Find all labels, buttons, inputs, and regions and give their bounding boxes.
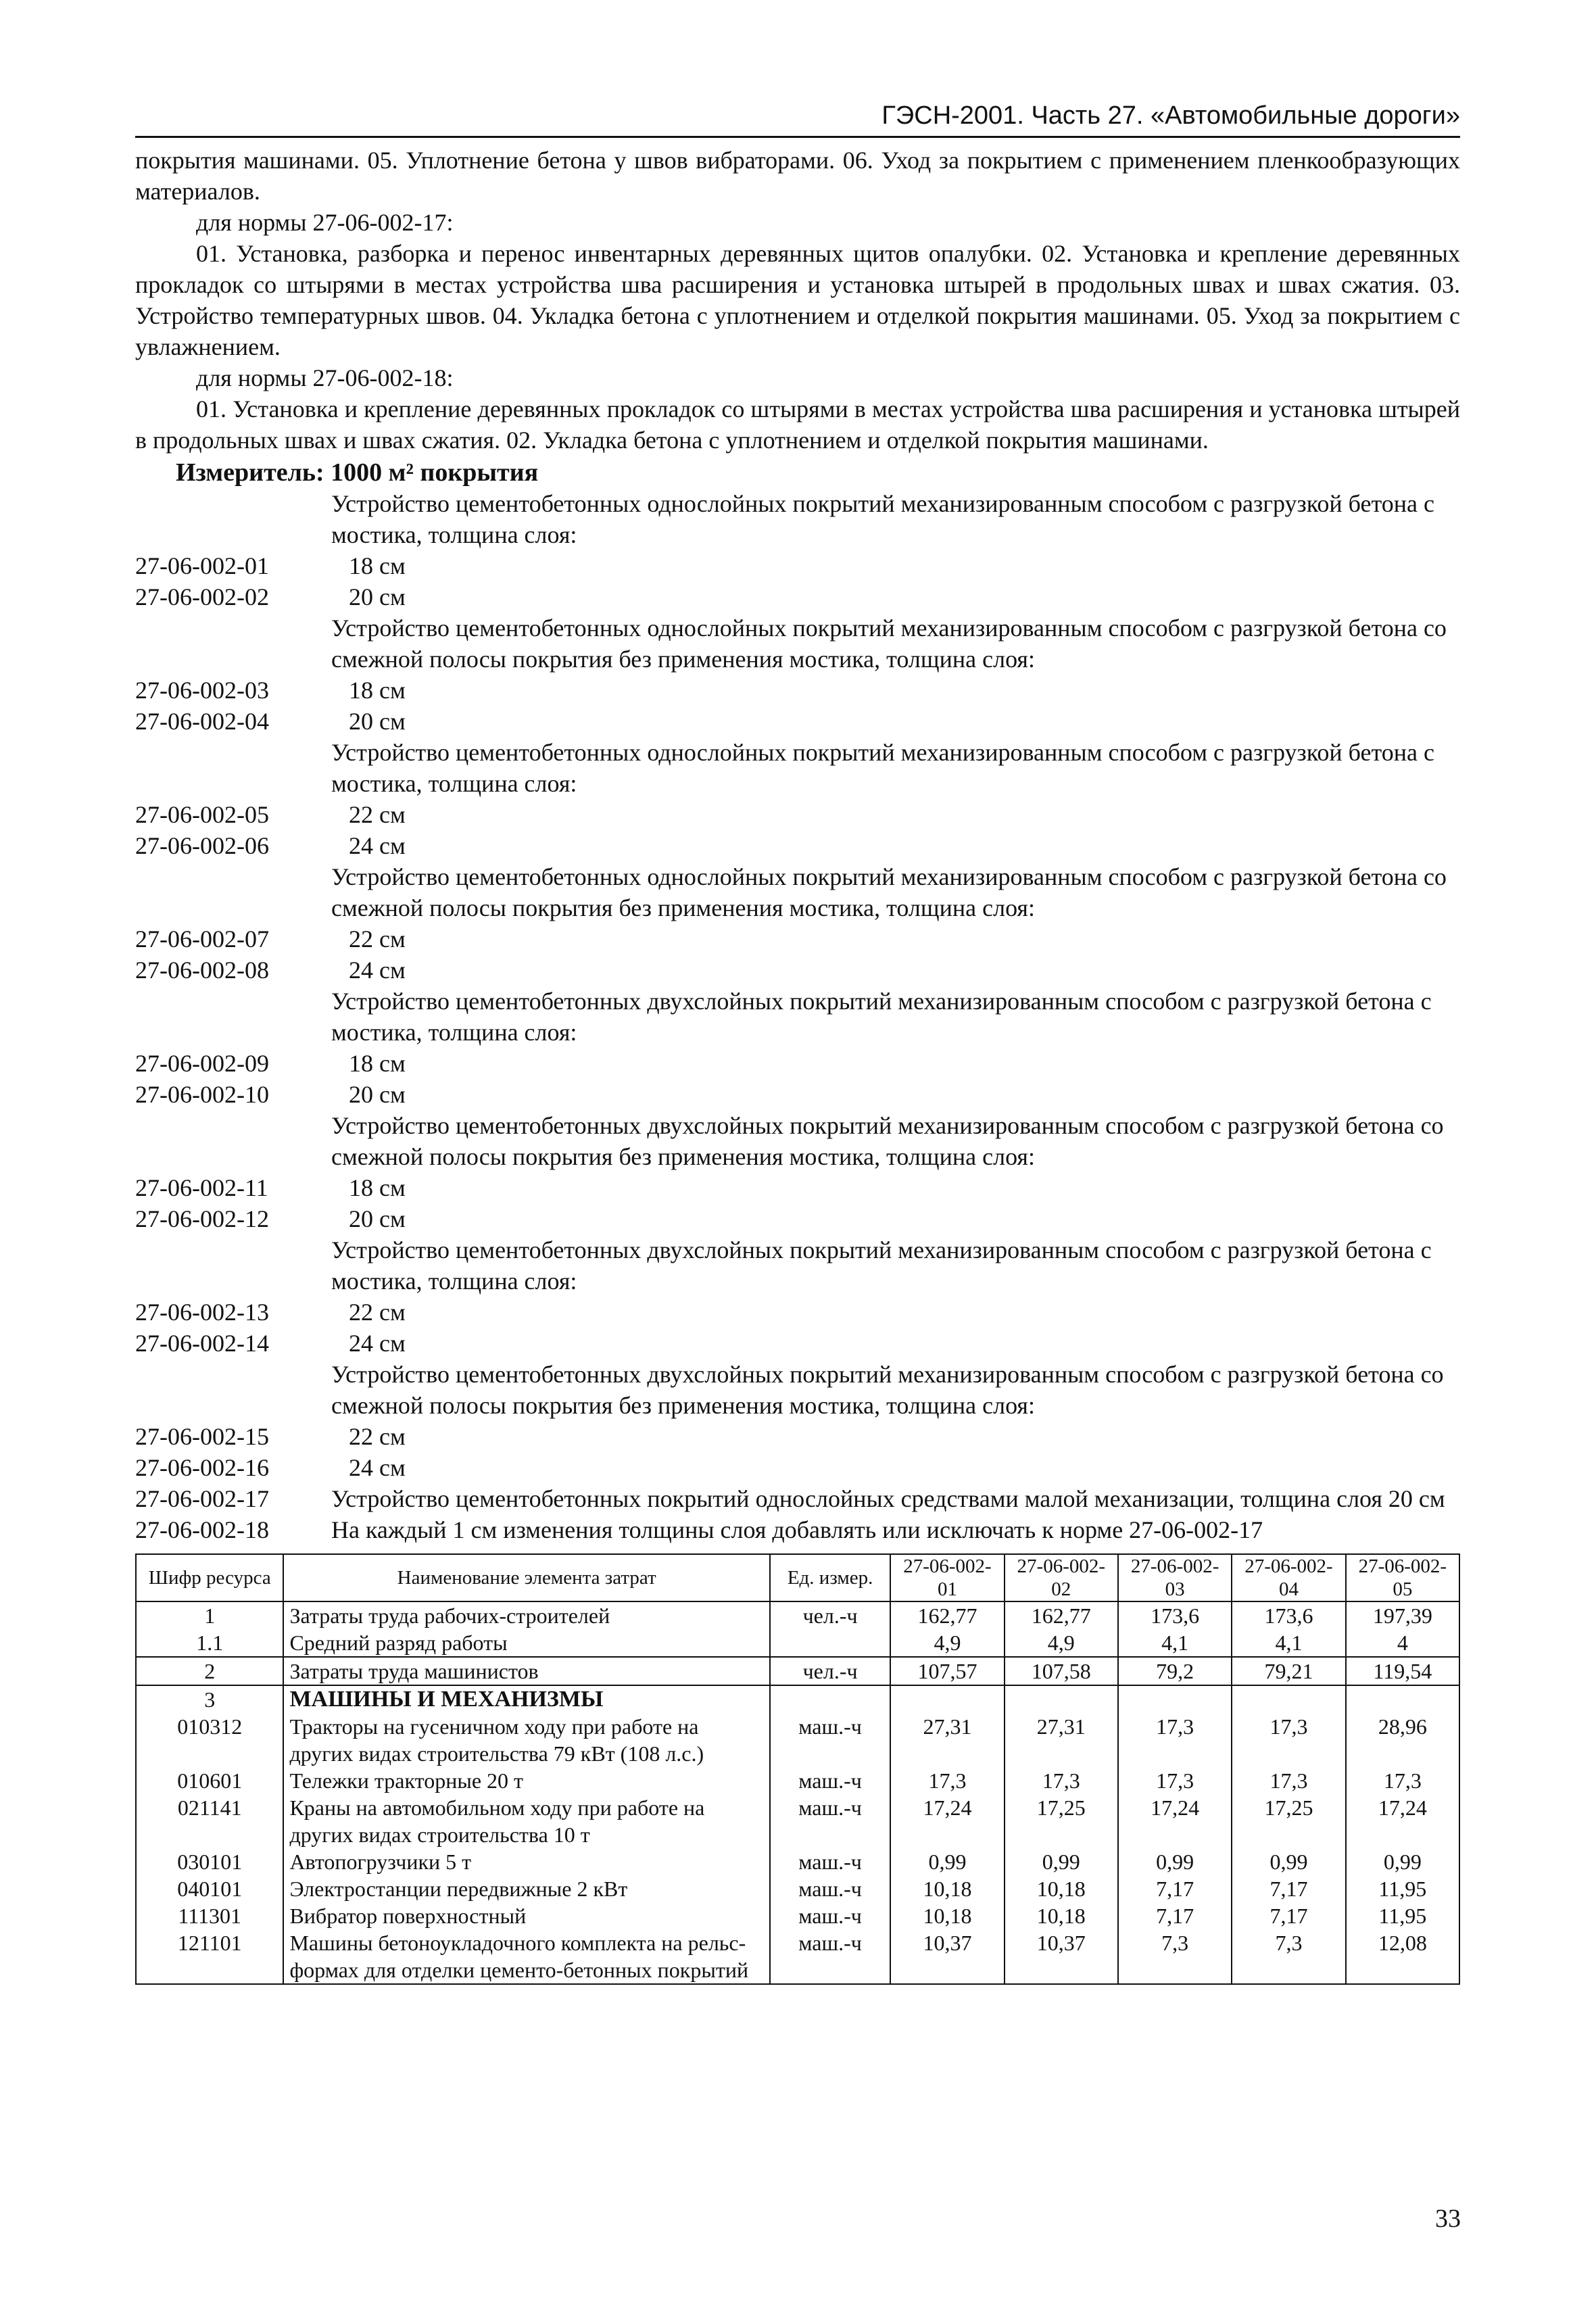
header-col-5: 27-06-002-05 [1346, 1554, 1459, 1601]
resource-value: 4,1 [1232, 1629, 1345, 1657]
table-row [136, 1713, 1459, 1767]
resource-unit: маш.-ч [770, 1713, 890, 1767]
resource-unit: маш.-ч [770, 1929, 890, 1984]
resource-code: 030101 [136, 1848, 283, 1875]
resource-unit [770, 1629, 890, 1657]
resource-value: 119,54 [1346, 1657, 1459, 1685]
header-code: Шифр ресурса [136, 1554, 283, 1601]
resource-name: Автопогрузчики 5 т [283, 1848, 769, 1875]
resource-value: 17,24 [1346, 1794, 1459, 1848]
norm-row [135, 955, 1460, 986]
resource-code: 040101 [136, 1875, 283, 1902]
resource-value: 17,3 [890, 1767, 1004, 1794]
document-page [135, 101, 1460, 1985]
norm-group-title: Устройство цементобетонных двухслойных покрытий механизированным способом с разгрузкой бетона с мостика, толщина слоя: [331, 988, 1432, 1046]
norm-row [135, 1483, 1460, 1514]
resource-value: 0,99 [1118, 1848, 1232, 1875]
section-row [136, 1685, 1459, 1713]
resource-value: 107,58 [1005, 1657, 1118, 1685]
norm-description: На каждый 1 см изменения толщины слоя добавлять или исключать к норме 27-06-002-17 [331, 1516, 1263, 1543]
resource-value: 27,31 [890, 1713, 1004, 1767]
resource-unit: маш.-ч [770, 1902, 890, 1929]
norm-thickness: 22 см [349, 925, 406, 952]
header-unit: Ед. измер. [770, 1554, 890, 1601]
resource-value: 7,17 [1118, 1902, 1232, 1929]
norm-thickness: 22 см [349, 1299, 406, 1326]
table-row [136, 1657, 1459, 1685]
header-col-1: 27-06-002-01 [890, 1554, 1004, 1601]
resource-unit: чел.-ч [770, 1601, 890, 1629]
intro-paragraph: для нормы 27-06-002-17: [196, 209, 454, 236]
resource-value: 17,25 [1005, 1794, 1118, 1848]
resource-unit: маш.-ч [770, 1875, 890, 1902]
resource-value: 4,1 [1118, 1629, 1232, 1657]
norm-thickness: 20 см [349, 1205, 406, 1232]
header-col-3: 27-06-002-03 [1118, 1554, 1232, 1601]
norm-code: 27-06-002-14 [135, 1330, 269, 1357]
norm-row [135, 1203, 1460, 1234]
resource-name: Краны на автомобильном ходу при работе на других видах строительства 10 т [283, 1794, 769, 1848]
norm-thickness: 20 см [349, 708, 406, 735]
norm-thickness: 22 см [349, 1423, 406, 1450]
resource-name: Машины бетоноукладочного комплекта на рельс-формах для отделки цементо-бетонных покрытий [283, 1929, 769, 1984]
machines-block [136, 1685, 1459, 1984]
resource-name: Электростанции передвижные 2 кВт [283, 1875, 769, 1902]
norm-group-title: Устройство цементобетонных двухслойных покрытий механизированным способом с разгрузкой бетона со смежной полосы покрытия без применения мостика, толщина слоя: [331, 1112, 1444, 1170]
norm-code: 27-06-002-18 [135, 1516, 269, 1543]
norm-row [135, 1328, 1460, 1359]
norm-row [135, 675, 1460, 706]
resource-name: Тележки тракторные 20 т [283, 1767, 769, 1794]
intro-text [135, 145, 1460, 456]
norm-group-title: Устройство цементобетонных двухслойных покрытий механизированным способом с разгрузкой бетона с мостика, толщина слоя: [331, 1236, 1432, 1295]
norm-row [135, 1172, 1460, 1203]
norm-code: 27-06-002-05 [135, 801, 269, 828]
norm-row [135, 830, 1460, 861]
resource-code: 1 [136, 1601, 283, 1629]
norm-row [135, 1421, 1460, 1452]
resource-value: 17,3 [1232, 1713, 1345, 1767]
resource-code: 121101 [136, 1929, 283, 1984]
norm-row [135, 1079, 1460, 1110]
resource-unit: маш.-ч [770, 1848, 890, 1875]
resource-value: 17,3 [1118, 1713, 1232, 1767]
norm-row [135, 1297, 1460, 1328]
table-row [136, 1929, 1459, 1984]
section-name: МАШИНЫ И МЕХАНИЗМЫ [283, 1685, 769, 1713]
table-row [136, 1794, 1459, 1848]
resource-value: 7,17 [1232, 1875, 1345, 1902]
resource-value: 17,3 [1118, 1767, 1232, 1794]
resource-value: 7,3 [1232, 1929, 1345, 1984]
resource-code: 010601 [136, 1767, 283, 1794]
resource-value: 7,3 [1118, 1929, 1232, 1984]
resource-value: 7,17 [1232, 1902, 1345, 1929]
norm-code: 27-06-002-02 [135, 583, 269, 610]
norm-thickness: 24 см [349, 1454, 406, 1481]
norm-list [135, 488, 1460, 1545]
resource-code: 2 [136, 1657, 283, 1685]
resource-value: 107,57 [890, 1657, 1004, 1685]
measure-unit: Измеритель: 1000 м² покрытия [176, 458, 539, 487]
intro-paragraph: 01. Установка и крепление деревянных прокладок со штырями в местах устройства шва расширения и установка штырей в продольных швах и швах сжатия. 02. Укладка бетона с уплотнением и отделкой покрытия машинами. [135, 395, 1460, 454]
resource-value: 79,2 [1118, 1657, 1232, 1685]
resource-unit: маш.-ч [770, 1794, 890, 1848]
norm-row [135, 550, 1460, 581]
labor-block [136, 1601, 1459, 1657]
resource-value: 10,37 [1005, 1929, 1118, 1984]
norm-code: 27-06-002-12 [135, 1205, 269, 1232]
norm-code: 27-06-002-13 [135, 1299, 269, 1326]
resource-value: 197,39 [1346, 1601, 1459, 1629]
resource-value: 10,18 [1005, 1875, 1118, 1902]
intro-paragraph: для нормы 27-06-002-18: [196, 364, 454, 391]
resource-value: 173,6 [1232, 1601, 1345, 1629]
resource-value: 173,6 [1118, 1601, 1232, 1629]
resource-name: Затраты труда машинистов [283, 1657, 769, 1685]
table-row [136, 1902, 1459, 1929]
norm-row [135, 581, 1460, 612]
section-code: 3 [136, 1685, 283, 1713]
norm-row [135, 706, 1460, 737]
resource-value: 10,37 [890, 1929, 1004, 1984]
norm-thickness: 22 см [349, 801, 406, 828]
norm-thickness: 20 см [349, 583, 406, 610]
norm-code: 27-06-002-17 [135, 1485, 269, 1512]
resource-value: 17,3 [1232, 1767, 1345, 1794]
resource-unit: чел.-ч [770, 1657, 890, 1685]
resource-value: 10,18 [890, 1902, 1004, 1929]
norm-code: 27-06-002-15 [135, 1423, 269, 1450]
resource-value: 12,08 [1346, 1929, 1459, 1984]
page-number: 33 [1435, 2204, 1461, 2233]
resource-code: 010312 [136, 1713, 283, 1767]
norm-group-title: Устройство цементобетонных однослойных покрытий механизированным способом с разгрузкой бетона с мостика, толщина слоя: [331, 739, 1434, 797]
norm-code: 27-06-002-09 [135, 1050, 269, 1077]
norm-code: 27-06-002-07 [135, 925, 269, 952]
intro-paragraph: 01. Установка, разборка и перенос инвентарных деревянных щитов опалубки. 02. Установка и крепление деревянных прокладок со штырями в местах устройства шва расширения и установка штырей в продольных швах и швах сжатия. 03. Устройство температурных швов. 04. Укладка бетона с уплотнением и отделкой покрытия машинами. 05. Уход за покрытием с увлажнением. [135, 240, 1460, 360]
resource-value: 0,99 [1346, 1848, 1459, 1875]
header-col-4: 27-06-002-04 [1232, 1554, 1345, 1601]
resource-value: 79,21 [1232, 1657, 1345, 1685]
norm-thickness: 18 см [349, 677, 406, 704]
norm-thickness: 24 см [349, 957, 406, 984]
table-header-row [136, 1554, 1459, 1601]
norm-code: 27-06-002-16 [135, 1454, 269, 1481]
resource-value: 0,99 [1005, 1848, 1118, 1875]
resource-name: Затраты труда рабочих-строителей [283, 1601, 769, 1629]
resource-value: 4,9 [890, 1629, 1004, 1657]
resource-value: 11,95 [1346, 1902, 1459, 1929]
resource-value: 162,77 [1005, 1601, 1118, 1629]
norm-thickness: 24 см [349, 1330, 406, 1357]
norm-row [135, 923, 1460, 955]
norm-thickness: 20 см [349, 1081, 406, 1108]
running-header: ГЭСН-2001. Часть 27. «Автомобильные дороги» [135, 101, 1460, 138]
resource-table [135, 1553, 1460, 1985]
resource-value: 11,95 [1346, 1875, 1459, 1902]
norm-thickness: 18 см [349, 552, 406, 579]
norm-row [135, 1514, 1460, 1545]
table-row [136, 1848, 1459, 1875]
norm-group-title: Устройство цементобетонных однослойных покрытий механизированным способом с разгрузкой бетона со смежной полосы покрытия без применения мостика, толщина слоя: [331, 614, 1447, 673]
resource-value: 17,24 [1118, 1794, 1232, 1848]
norm-description: Устройство цементобетонных покрытий однослойных средствами малой механизации, толщина слоя 20 см [331, 1485, 1445, 1512]
resource-value: 10,18 [890, 1875, 1004, 1902]
resource-code: 111301 [136, 1902, 283, 1929]
header-name: Наименование элемента затрат [283, 1554, 769, 1601]
resource-value: 17,25 [1232, 1794, 1345, 1848]
resource-name: Тракторы на гусеничном ходу при работе на других видах строительства 79 кВт (108 л.с.) [283, 1713, 769, 1767]
norm-thickness: 18 см [349, 1050, 406, 1077]
resource-value: 162,77 [890, 1601, 1004, 1629]
resource-value: 4,9 [1005, 1629, 1118, 1657]
operator-block [136, 1657, 1459, 1685]
table-row [136, 1601, 1459, 1629]
resource-value: 17,3 [1346, 1767, 1459, 1794]
norm-group-title: Устройство цементобетонных однослойных покрытий механизированным способом с разгрузкой бетона с мостика, толщина слоя: [331, 490, 1434, 548]
norm-code: 27-06-002-01 [135, 552, 269, 579]
norm-code: 27-06-002-04 [135, 708, 269, 735]
resource-unit: маш.-ч [770, 1767, 890, 1794]
resource-code: 1.1 [136, 1629, 283, 1657]
resource-value: 10,18 [1005, 1902, 1118, 1929]
resource-code: 021141 [136, 1794, 283, 1848]
resource-name: Вибратор поверхностный [283, 1902, 769, 1929]
table-row [136, 1767, 1459, 1794]
intro-paragraph: покрытия машинами. 05. Уплотнение бетона у швов вибраторами. 06. Уход за покрытием с применением пленкообразующих материалов. [135, 147, 1460, 205]
resource-value: 17,3 [1005, 1767, 1118, 1794]
norm-row [135, 799, 1460, 830]
norm-row [135, 1048, 1460, 1079]
norm-code: 27-06-002-03 [135, 677, 269, 704]
resource-name: Средний разряд работы [283, 1629, 769, 1657]
table-row [136, 1875, 1459, 1902]
resource-value: 17,24 [890, 1794, 1004, 1848]
resource-value: 0,99 [1232, 1848, 1345, 1875]
norm-row [135, 1452, 1460, 1483]
resource-value: 7,17 [1118, 1875, 1232, 1902]
resource-value: 28,96 [1346, 1713, 1459, 1767]
norm-group-title: Устройство цементобетонных однослойных покрытий механизированным способом с разгрузкой бетона со смежной полосы покрытия без применения мостика, толщина слоя: [331, 863, 1447, 921]
norm-thickness: 18 см [349, 1174, 406, 1201]
resource-value: 0,99 [890, 1848, 1004, 1875]
norm-group-title: Устройство цементобетонных двухслойных покрытий механизированным способом с разгрузкой бетона со смежной полосы покрытия без применения мостика, толщина слоя: [331, 1361, 1444, 1419]
resource-value: 27,31 [1005, 1713, 1118, 1767]
norm-thickness: 24 см [349, 832, 406, 859]
header-col-2: 27-06-002-02 [1005, 1554, 1118, 1601]
norm-code: 27-06-002-06 [135, 832, 269, 859]
table-row [136, 1629, 1459, 1657]
norm-code: 27-06-002-11 [135, 1174, 268, 1201]
norm-code: 27-06-002-08 [135, 957, 269, 984]
resource-value: 4 [1346, 1629, 1459, 1657]
norm-code: 27-06-002-10 [135, 1081, 269, 1108]
